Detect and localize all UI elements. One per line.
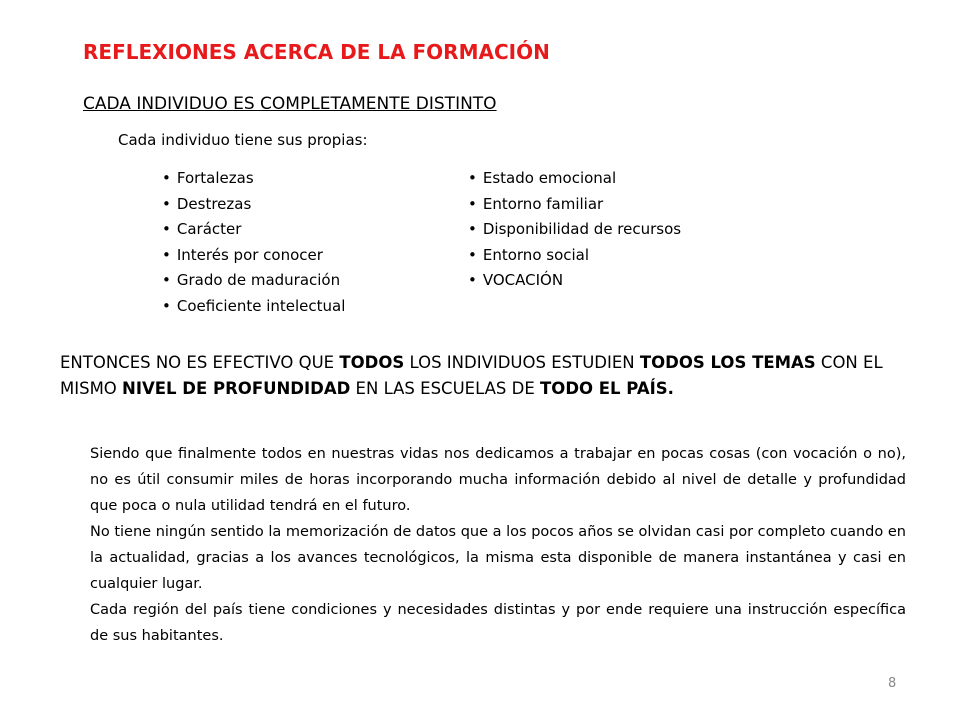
slide-subtitle: CADA INDIVIDUO ES COMPLETAMENTE DISTINTO (83, 94, 497, 114)
list-item: • Carácter (162, 217, 345, 243)
statement-emphasis: NIVEL DE PROFUNDIDAD (122, 379, 351, 398)
statement-segment: ENTONCES NO ES EFECTIVO QUE (60, 353, 340, 372)
list-item: • Estado emocional (468, 166, 681, 192)
statement-segment: LOS INDIVIDUOS ESTUDIEN (404, 353, 640, 372)
traits-list-left (162, 166, 345, 319)
page-number: 8 (888, 676, 897, 691)
body-paragraphs (90, 441, 906, 649)
statement-segment: EN LAS ESCUELAS DE (350, 379, 541, 398)
list-item: • Interés por conocer (162, 243, 345, 269)
list-item: • Destrezas (162, 192, 345, 218)
statement-segment: CON EL MISMO (60, 353, 883, 398)
list-item: • Entorno social (468, 243, 681, 269)
intro-text: Cada individuo tiene sus propias: (118, 131, 368, 149)
traits-list-right (468, 166, 681, 294)
statement-emphasis: TODO EL PAÍS. (540, 379, 674, 398)
list-item: • Coeficiente intelectual (162, 294, 345, 320)
slide-title: REFLEXIONES ACERCA DE LA FORMACIÓN (83, 40, 550, 64)
statement-emphasis: TODOS LOS TEMAS (639, 353, 816, 372)
paragraph: Cada región del país tiene condiciones y necesidades distintas y por ende requiere una instrucción específica de sus habitantes. (90, 602, 906, 644)
list-item: • Disponibilidad de recursos (468, 217, 681, 243)
paragraph: No tiene ningún sentido la memorización de datos que a los pocos años se olvidan casi por completo cuando en la actualidad, gracias a los avances tecnológicos, la misma esta disponible de manera instantánea y casi en cualquier lugar. (90, 524, 906, 592)
list-item: • Entorno familiar (468, 192, 681, 218)
statement-emphasis: TODOS (339, 353, 405, 372)
conclusion-statement (60, 350, 930, 402)
paragraph: Siendo que finalmente todos en nuestras vidas nos dedicamos a trabajar en pocas cosas (con vocación o no), no es útil consumir miles de horas incorporando mucha información debido al nivel de detalle y profundidad que poca o nula utilidad tendrá en el futuro. (90, 446, 906, 514)
list-item: • VOCACIÓN (468, 268, 681, 294)
list-item: • Grado de maduración (162, 268, 345, 294)
list-item: • Fortalezas (162, 166, 345, 192)
